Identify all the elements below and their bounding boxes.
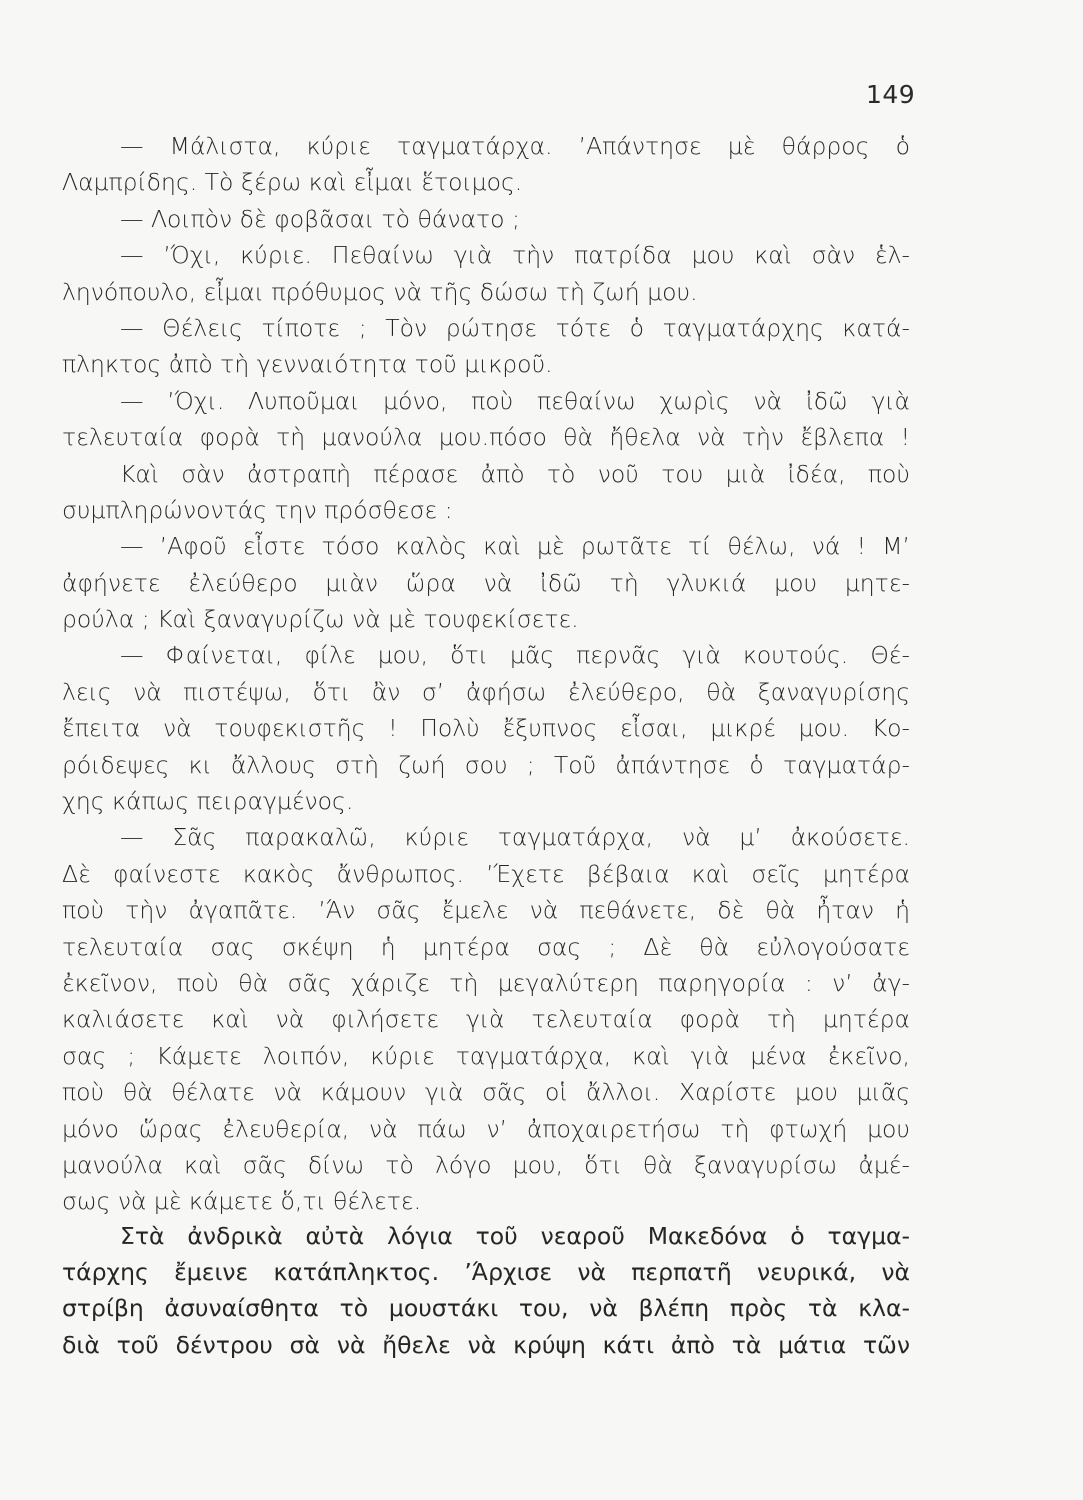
text-line: ἔπειτα νὰ τουφεκιστῆς ! Πολὺ ἔξυπνος εἶσαι, μικρέ μου. Κο- <box>62 714 910 743</box>
text-line: Στὰ ἀνδρικὰ αὐτὰ λόγια τοῦ νεαροῦ Μακεδόνα ὁ ταγμα- <box>120 1222 910 1250</box>
text-line: ρούλα ; Καὶ ξαναγυρίζω νὰ μὲ τουφεκίσετε. <box>62 605 579 634</box>
body-text <box>62 128 910 1220</box>
text-line: καλιάσετε καὶ νὰ φιλήσετε γιὰ τελευταία φορὰ τὴ μητέρα <box>62 1005 910 1034</box>
text-line: — ’Αφοῦ εἶστε τόσο καλὸς καὶ μὲ ρωτᾶτε τί θέλω, νά ! Μ’ <box>120 532 910 561</box>
text-line: ποὺ τὴν ἀγαπᾶτε. ’Άν σᾶς ἔμελε νὰ πεθάνετε, δὲ θὰ ἦταν ἡ <box>62 896 910 925</box>
text-line: — Μάλιστα, κύριε ταγματάρχα. ’Απάντησε μὲ θάρρος ὁ <box>120 132 910 160</box>
text-line: — ’Όχι. Λυποῦμαι μόνο, ποὺ πεθαίνω χωρὶς νὰ ἰδῶ γιὰ <box>120 386 910 415</box>
text-line: συμπληρώνοντάς την πρόσθεσε : <box>62 495 453 524</box>
text-line: σως νὰ μὲ κάμετε ὅ,τι θέλετε. <box>62 1187 422 1216</box>
text-line: ρόιδεψες κι ἄλλους στὴ ζωή σου ; Τοῦ ἀπάντησε ὁ ταγματάρ- <box>62 750 910 779</box>
text-line: ποὺ θὰ θέλατε νὰ κάμουν γιὰ σᾶς οἱ ἄλλοι. Χαρίστε μου μιᾶς <box>62 1078 910 1107</box>
text-line: διὰ τοῦ δέντρου σὰ νὰ ἤθελε νὰ κρύψη κάτι ἀπὸ τὰ μάτια τῶν <box>62 1330 910 1359</box>
text-line: τελευταία σας σκέψη ἡ μητέρα σας ; Δὲ θὰ εὐλογούσατε <box>62 932 910 961</box>
text-line: — Φαίνεται, φίλε μου, ὅτι μᾶς περνᾶς γιὰ κουτούς. Θέ- <box>120 641 910 670</box>
text-line: στρίβη ἀσυναίσθητα τὸ μουστάκι του, νὰ βλέπη πρὸς τὰ κλα- <box>62 1294 910 1323</box>
text-line: μόνο ὥρας ἐλευθερία, νὰ πάω ν’ ἀποχαιρετήσω τὴ φτωχή μου <box>62 1114 910 1143</box>
text-line: τάρχης ἔμεινε κατάπληκτος. ’Άρχισε νὰ περπατῆ νευρικά, νὰ <box>62 1258 910 1287</box>
text-line: χης κάπως πειραγμένος. <box>62 787 354 816</box>
text-line: τελευταία φορὰ τὴ μανούλα μου.πόσο θὰ ἤθελα νὰ τὴν ἔβλεπα ! <box>62 423 910 452</box>
text-line: σας ; Κάμετε λοιπόν, κύριε ταγματάρχα, καὶ γιὰ μένα ἐκεῖνο, <box>62 1041 910 1070</box>
text-line: Καὶ σὰν ἀστραπὴ πέρασε ἀπὸ τὸ νοῦ του μιὰ ἰδέα, ποὺ <box>120 459 910 488</box>
text-line: Δὲ φαίνεστε κακὸς ἄνθρωπος. ’Έχετε βέβαια καὶ σεῖς μητέρα <box>62 859 910 888</box>
text-line: — Θέλεις τίποτε ; Τὸν ρώτησε τότε ὁ ταγματάρχης κατά- <box>120 313 910 342</box>
text-line: — ’Όχι, κύριε. Πεθαίνω γιὰ τὴν πατρίδα μου καὶ σὰν ἑλ- <box>120 241 910 270</box>
page-number: 149 <box>866 80 916 109</box>
text-line: ἐκεῖνον, ποὺ θὰ σᾶς χάριζε τὴ μεγαλύτερη παρηγορία : ν’ ἀγ- <box>62 968 910 997</box>
body-text-continued <box>62 1218 910 1363</box>
text-line: λεις νὰ πιστέψω, ὅτι ἂν σ’ ἀφήσω ἐλεύθερο, θὰ ξαναγυρίσης <box>62 677 910 706</box>
text-line: μανούλα καὶ σᾶς δίνω τὸ λόγο μου, ὅτι θὰ ξαναγυρίσω ἀμέ- <box>62 1150 910 1179</box>
text-line: πληκτος ἀπὸ τὴ γενναιότητα τοῦ μικροῦ. <box>62 350 553 379</box>
text-line: — Λοιπὸν δὲ φοβᾶσαι τὸ θάνατο ; <box>120 204 520 233</box>
text-line: ἀφήνετε ἐλεύθερο μιὰν ὥρα νὰ ἰδῶ τὴ γλυκιά μου μητε- <box>62 568 910 597</box>
text-line: Λαμπρίδης. Τὸ ξέρω καὶ εἶμαι ἕτοιμος. <box>62 168 523 197</box>
text-line: — Σᾶς παρακαλῶ, κύριε ταγματάρχα, νὰ μ’ ἀκούσετε. <box>120 823 910 852</box>
text-line: ληνόπουλο, εἶμαι πρόθυμος νὰ τῆς δώσω τὴ ζωή μου. <box>62 277 698 306</box>
